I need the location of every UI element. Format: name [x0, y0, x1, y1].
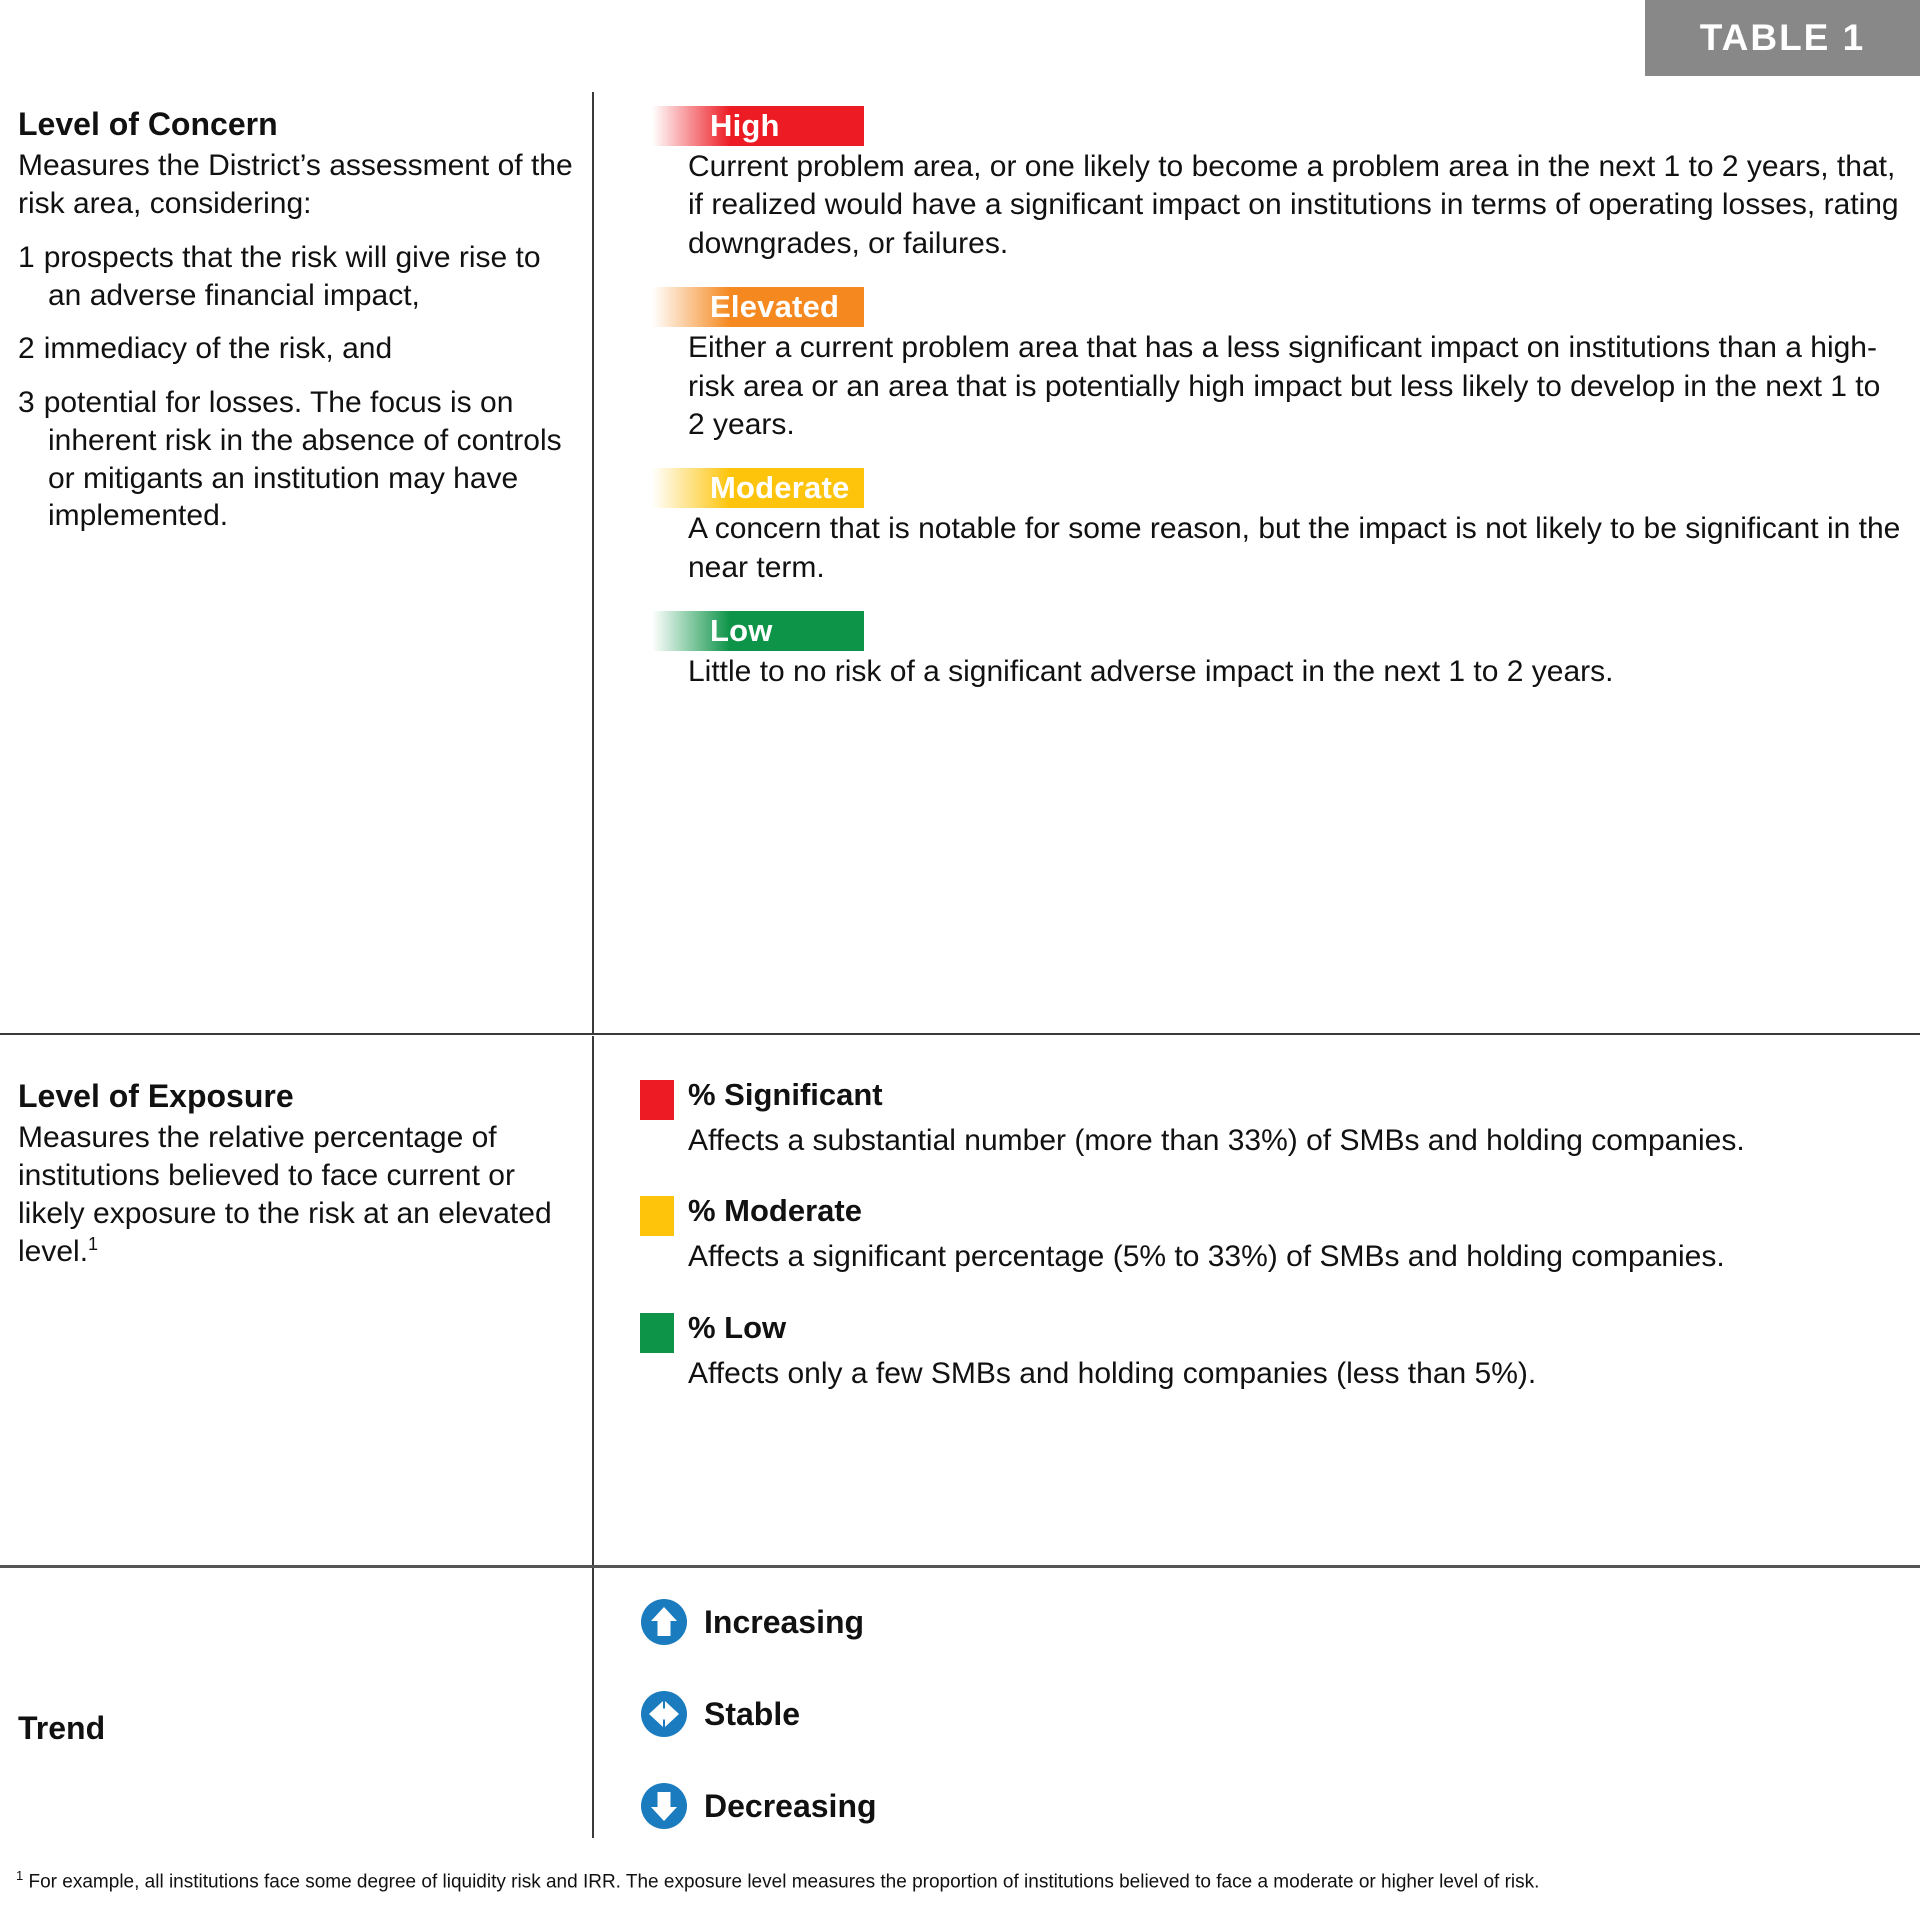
high-label: High [710, 108, 780, 143]
list-item [18, 330, 573, 368]
increasing-label: Increasing [704, 1603, 865, 1640]
arrow-up-circle-icon [640, 1598, 688, 1646]
trend-item-decreasing [640, 1782, 1905, 1830]
low-description: Little to no risk of a significant adverse impact in the next 1 to 2 years. [688, 655, 1614, 689]
exposure-head [640, 1078, 1905, 1120]
trend-title: Trend [18, 1710, 106, 1746]
elevated-description: Either a current problem area that has a less significant impact on institutions than a high-risk area or an area that is potentially high impact but less likely to develop in the next 1 to 2 years. [688, 331, 1881, 441]
footnote-text: For example, all institutions face some degree of liquidity risk and IRR. The exposure level measures the proportion of institutions believed to face a moderate or higher level of risk. [23, 1871, 1540, 1893]
concern-level-low [640, 611, 1905, 691]
point-text: immediacy of the risk, and [43, 332, 393, 366]
row-divider-1 [0, 1033, 1920, 1035]
concern-level-moderate [640, 468, 1905, 587]
exposure-item-low [640, 1311, 1905, 1393]
point-number: 1 [18, 240, 35, 274]
elevated-label: Elevated [710, 289, 840, 325]
exposure-footnote-marker: 1 [88, 1233, 99, 1254]
decreasing-label: Decreasing [704, 1787, 877, 1824]
badge-row [0, 0, 1920, 76]
trend-item-stable [640, 1690, 1905, 1738]
moderate-color-swatch [640, 1196, 674, 1236]
low-exposure-label: % Low [688, 1309, 787, 1345]
exposure-title: Level of Exposure [18, 1078, 294, 1114]
exposure-right-column [640, 1078, 1905, 1427]
concern-level-high [640, 106, 1905, 263]
exposure-intro-text: Measures the relative percentage of institutions believed to face current or likely exposure to the risk at an elevated level. [18, 1121, 552, 1268]
footnote [16, 1868, 1906, 1895]
low-label: Low [710, 613, 773, 649]
high-color-bar [652, 106, 864, 146]
row-divider-2 [0, 1565, 1920, 1568]
trend-right-column [640, 1598, 1905, 1874]
exposure-left-column [18, 1078, 573, 1270]
point-number: 3 [18, 386, 35, 420]
moderate-exposure-description: Affects a significant percentage (5% to 33%) of SMBs and holding companies. [688, 1240, 1725, 1274]
exposure-head [640, 1194, 1905, 1236]
concern-level-elevated [640, 287, 1905, 444]
arrow-left-right-circle-icon [640, 1690, 688, 1738]
exposure-intro [18, 1119, 573, 1270]
significant-description: Affects a substantial number (more than 33%) of SMBs and holding companies. [688, 1124, 1745, 1157]
footnote-marker: 1 [16, 1868, 24, 1883]
arrow-down-circle-icon [640, 1782, 688, 1830]
point-text: prospects that the risk will give rise to an adverse financial impact, [43, 240, 541, 312]
concern-left-column [18, 106, 573, 551]
exposure-head [640, 1311, 1905, 1353]
concern-title: Level of Concern [18, 106, 278, 142]
moderate-exposure-label: % Moderate [688, 1193, 862, 1229]
moderate-color-bar [652, 468, 864, 508]
list-item [18, 239, 573, 315]
point-number: 2 [18, 332, 35, 366]
list-item [18, 384, 573, 535]
significant-color-swatch [640, 1080, 674, 1120]
trend-item-increasing [640, 1598, 1905, 1646]
column-divider-trend [592, 1568, 594, 1838]
high-description: Current problem area, or one likely to become a problem area in the next 1 to 2 years, that, if realized would have a significant impact on institutions in terms of operating losses, rating downgrades, or failures. [688, 150, 1899, 260]
elevated-color-bar [652, 287, 864, 327]
moderate-description: A concern that is notable for some reason, but the impact is not likely to be significant in the near term. [688, 512, 1901, 584]
low-exposure-description: Affects only a few SMBs and holding companies (less than 5%). [688, 1356, 1537, 1390]
low-color-swatch [640, 1313, 674, 1353]
low-color-bar [652, 611, 864, 651]
concern-points-list [18, 239, 573, 536]
column-divider-concern [592, 92, 594, 1033]
moderate-label: Moderate [710, 470, 850, 506]
table-number-badge: TABLE 1 [1645, 0, 1920, 76]
exposure-item-significant [640, 1078, 1905, 1160]
stable-label: Stable [704, 1695, 801, 1732]
trend-left-column [18, 1598, 573, 1751]
point-text: potential for losses. The focus is on inherent risk in the absence of controls or mitigants an institution may have implemented. [43, 386, 562, 533]
significant-label: % Significant [688, 1077, 883, 1112]
concern-intro: Measures the District’s assessment of the risk area, considering: [18, 149, 573, 220]
exposure-item-moderate [640, 1194, 1905, 1276]
column-divider-exposure [592, 1036, 594, 1565]
concern-right-column [640, 106, 1905, 716]
